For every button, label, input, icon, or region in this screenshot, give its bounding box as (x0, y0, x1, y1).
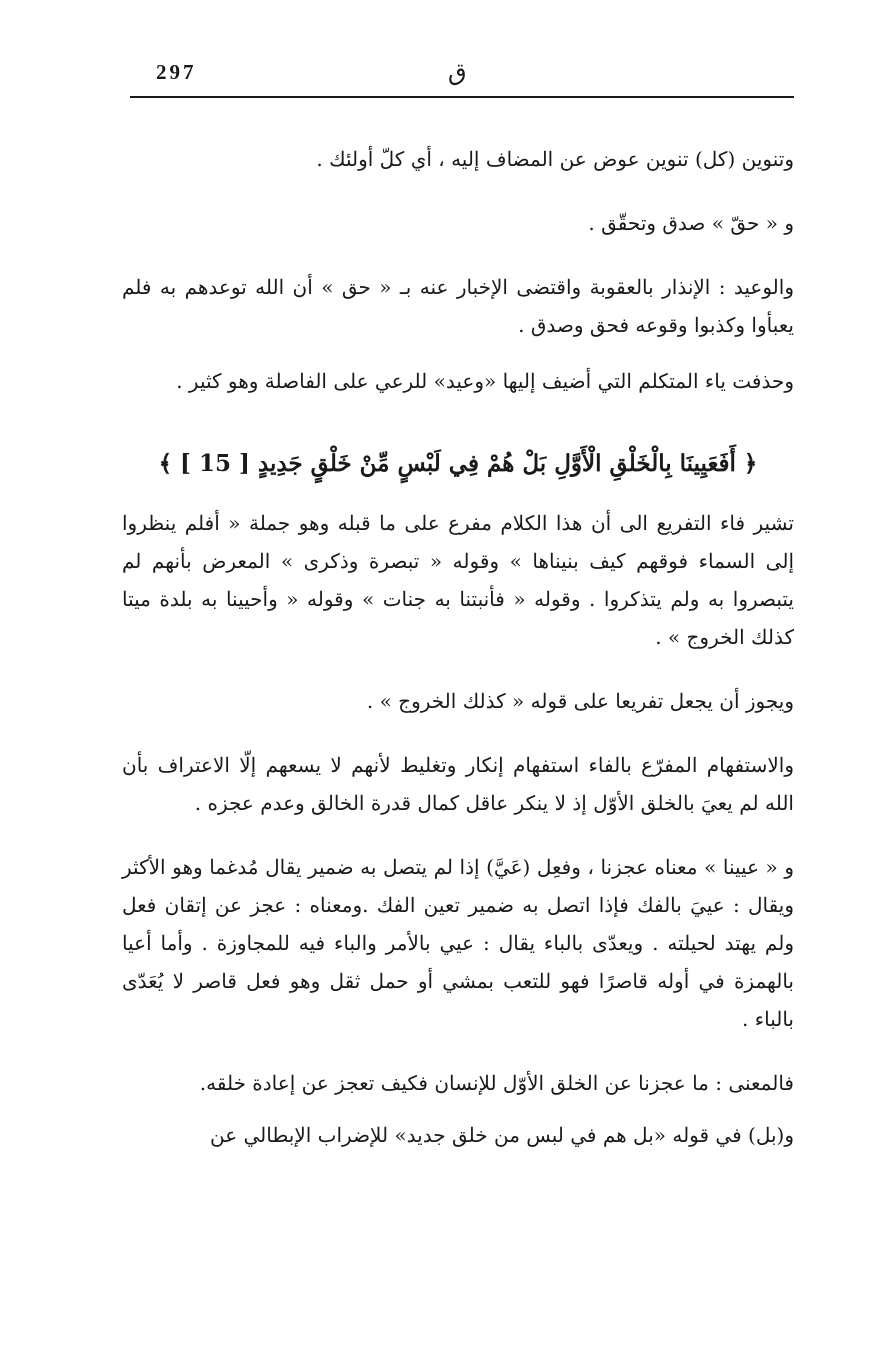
header-divider (130, 96, 794, 98)
page-number: 297 (156, 60, 197, 84)
page-body (122, 140, 794, 1154)
paragraph-haqq: و « حقّ » صدق وتحقّق . (588, 211, 794, 235)
paragraph-ayina: و « عيينا » معناه عجزنا ، وفعِل (عَيَّ) إذا لم يتصل به ضمير يقال مُدغما وهو الأكثر ويقال : عييَ بالفك فإذا اتصل به ضمير تعين الفك .ومعناه : عجز عن إتقان فعل ولم يهتد لحيلته . ويعدّى بالباء يقال : عيي بالأمر والباء فيه للمجاوزة . وأما أعيا بالهمزة في أوله قاصرًا فهو للتعب بمشي أو حمل ثقل وهو فعل قاصر لا يُعَدّى بالباء . (122, 855, 794, 1031)
paragraph-yajuz: ويجوز أن يجعل تفريعا على قوله « كذلك الخروج » . (366, 689, 794, 713)
paragraph-istifham: والاستفهام المفرّع بالفاء استفهام إنكار وتغليط لأنهم لا يسعهم إلّا الاعتراف بأن الله لم يعيَ بالخلق الأوّل إذ لا ينكر عاقل كمال قدرة الخالق وعدم عجزه . (122, 753, 794, 815)
paragraph-maana: فالمعنى : ما عجزنا عن الخلق الأوّل للإنسان فكيف تعجز عن إعادة خلقه. (199, 1071, 794, 1095)
page-header (130, 54, 794, 94)
paragraph-tanwin: وتنوين (كل) تنوين عوض عن المضاف إليه ، أي كلّ أولئك . (316, 147, 794, 171)
surah-title: ق (448, 58, 467, 86)
paragraph-bal: و(بل) في قوله «بل هم في لبس من خلق جديد» للإضراب الإبطالي عن (209, 1123, 794, 1147)
quran-verse: ﴿ أَفَعَيِينَا بِالْخَلْقِ الْأَوَّلِ بَلْ هُمْ فِي لَبْسٍ مِّنْ خَلْقٍ جَدِيدٍ [ 15 ] ﴾ (158, 450, 758, 477)
paragraph-waeed: والوعيد : الإنذار بالعقوبة واقتضى الإخبار عنه بـ « حق » أن الله توعدهم به فلم يعبأوا وكذبوا وقوعه فحق وصدق . (122, 275, 794, 337)
paragraph-tafri: تشير فاء التفريع الى أن هذا الكلام مفرع على ما قبله وهو جملة « أفلم ينظروا إلى السماء فوقهم كيف بنيناها » وقوله « تبصرة وذكرى » المعرض بأنهم لم يتبصروا به ولم يتذكروا . وقوله « فأنبتنا به جنات » وقوله « وأحيينا به بلدة ميتا كذلك الخروج » . (122, 511, 794, 649)
paragraph-hadhf: وحذفت ياء المتكلم التي أضيف إليها «وعيد» للرعي على الفاصلة وهو كثير . (176, 369, 794, 393)
